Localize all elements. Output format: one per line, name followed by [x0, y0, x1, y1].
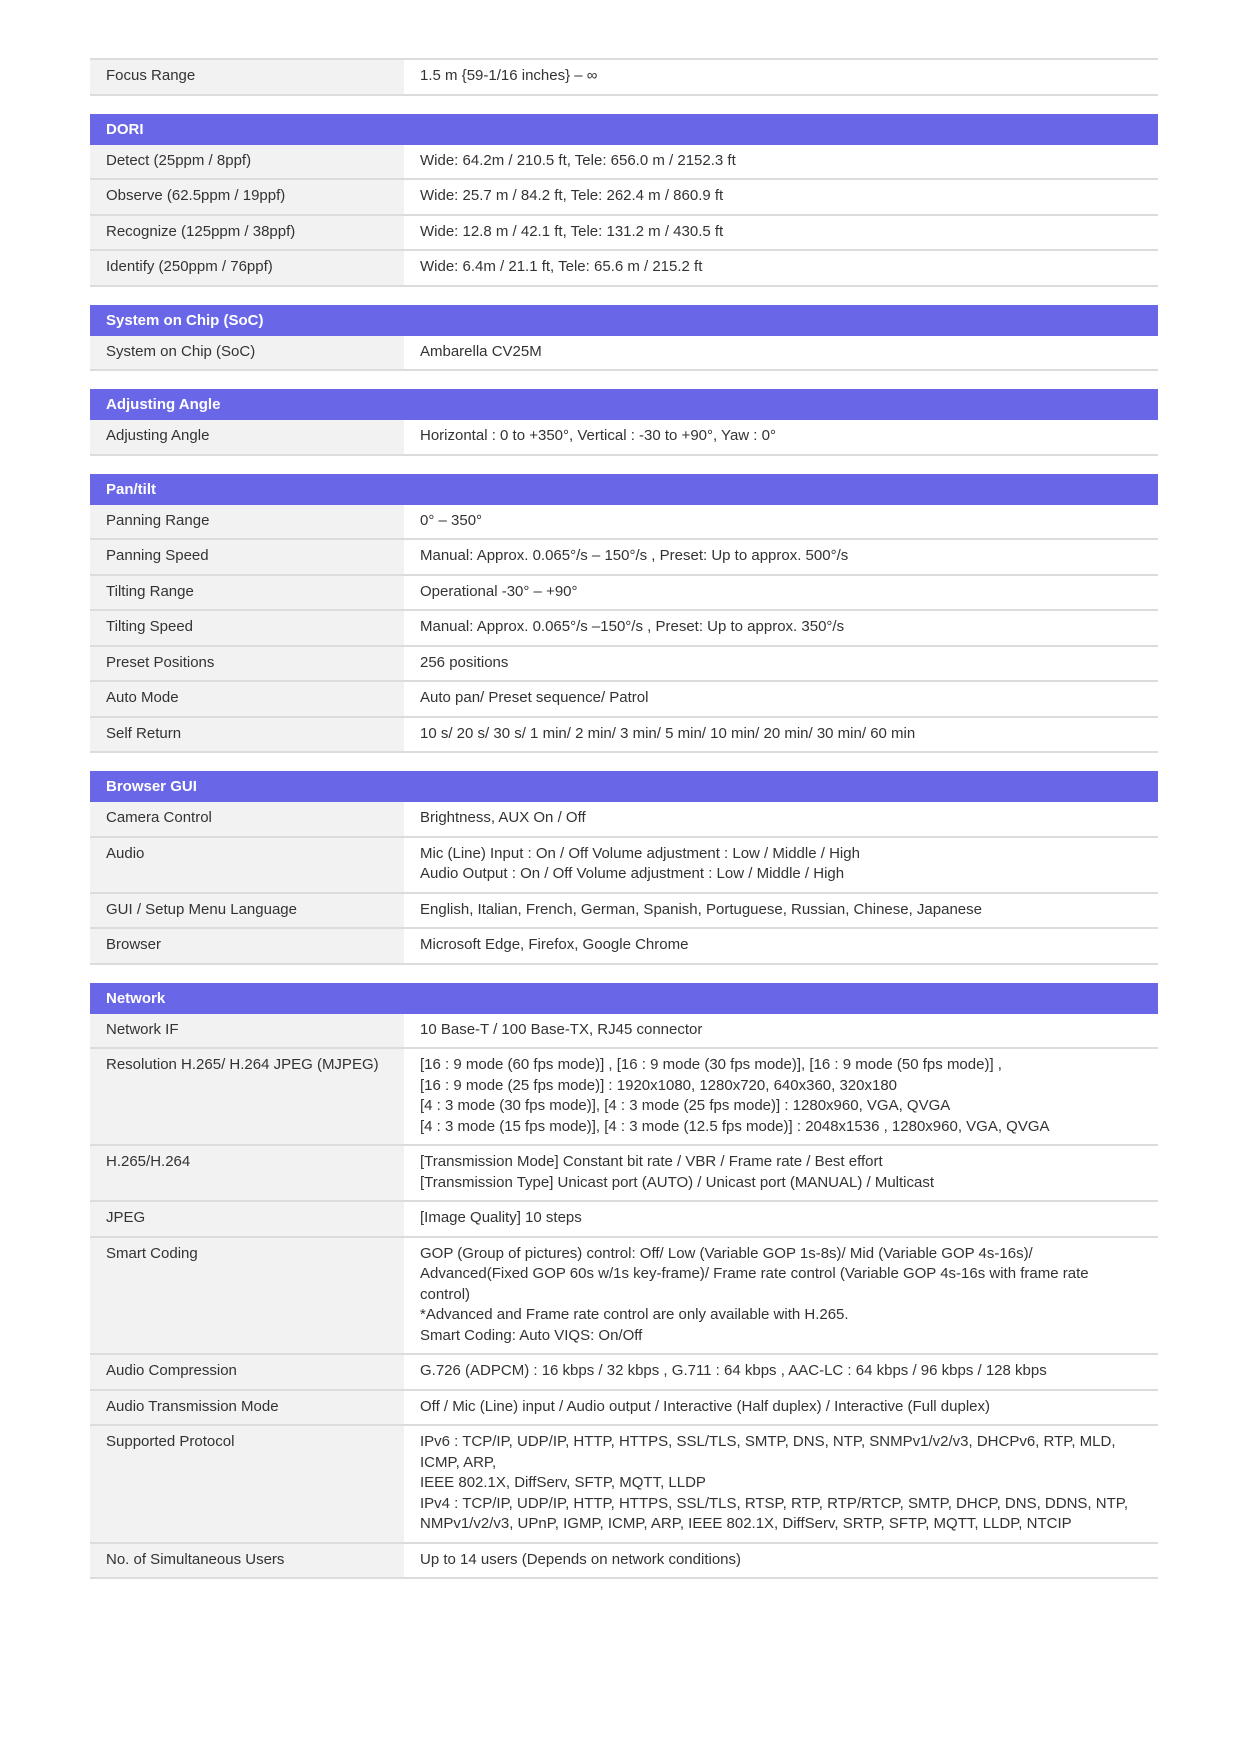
spec-value: Wide: 12.8 m / 42.1 ft, Tele: 131.2 m / 430.5 ft [420, 222, 724, 240]
spec-label: Resolution H.265/ H.264 JPEG (MJPEG) [90, 1049, 404, 1144]
spec-row [90, 336, 1158, 372]
section-header: DORI [90, 114, 1158, 145]
section-header: Network [90, 983, 1158, 1014]
spec-section [90, 771, 1158, 965]
spec-row [90, 682, 1158, 718]
spec-section [90, 474, 1158, 754]
spec-row [90, 894, 1158, 930]
spec-row [90, 1426, 1158, 1544]
section-header: Adjusting Angle [90, 389, 1158, 420]
spec-section [90, 58, 1158, 96]
spec-value: [16 : 9 mode (60 fps mode)] , [16 : 9 mode (30 fps mode)], [16 : 9 mode (50 fps mode)] , [16 : 9 mode (25 fps mode)] : 1920x1080, 1280x720, 640x360, 320x180 [4 : 3 mode (30 fps mode)], [4 : 3 mode (25 fps mode)] : 1280x960, VGA, QVGA [4 : 3 mode (15 fps mode)], [4 : 3 mode (12.5 fps mode)] : 2048x1536 , 1280x960, VGA, QVGA [420, 1056, 1050, 1135]
spec-label: Smart Coding [90, 1238, 404, 1354]
spec-value: English, Italian, French, German, Spanish, Portuguese, Russian, Chinese, Japanese [420, 900, 982, 918]
spec-row [90, 216, 1158, 252]
spec-label: Audio Transmission Mode [90, 1391, 404, 1425]
spec-row [90, 611, 1158, 647]
spec-value: 10 Base-T / 100 Base-TX, RJ45 connector [420, 1020, 703, 1038]
spec-label: Tilting Speed [90, 611, 404, 645]
spec-row [90, 1146, 1158, 1202]
spec-row [90, 1355, 1158, 1391]
spec-row [90, 1238, 1158, 1356]
spec-label: Supported Protocol [90, 1426, 404, 1542]
spec-row [90, 929, 1158, 965]
spec-label: Identify (250ppm / 76ppf) [90, 251, 404, 285]
spec-label: Preset Positions [90, 647, 404, 681]
spec-row [90, 1049, 1158, 1146]
spec-row [90, 576, 1158, 612]
spec-value: GOP (Group of pictures) control: Off/ Low (Variable GOP 1s-8s)/ Mid (Variable GOP 4s-16s)/ Advanced(Fixed GOP 60s w/1s key-frame)/ Frame rate control (Variable GOP 4s-16s with frame rate control) *Advanced and Frame rate control are only available with H.265. Smart Coding: Auto VIQS: On/Off [420, 1244, 1089, 1344]
spec-value: Wide: 25.7 m / 84.2 ft, Tele: 262.4 m / 860.9 ft [420, 187, 724, 204]
spec-value: Manual: Approx. 0.065°/s – 150°/s , Preset: Up to approx. 500°/s [420, 547, 849, 564]
spec-label: Network IF [90, 1014, 404, 1048]
section-header: Browser GUI [90, 771, 1158, 802]
spec-label: System on Chip (SoC) [90, 336, 404, 370]
spec-section [90, 305, 1158, 372]
spec-row [90, 1202, 1158, 1238]
spec-value: Operational -30° – +90° [420, 582, 578, 600]
spec-row [90, 420, 1158, 456]
spec-row [90, 838, 1158, 894]
spec-label: Panning Range [90, 505, 404, 539]
spec-value: 0° – 350° [420, 511, 483, 529]
spec-label: Panning Speed [90, 540, 404, 574]
spec-sheet [90, 58, 1158, 1597]
spec-value: Off / Mic (Line) input / Audio output / Interactive (Half duplex) / Interactive (Full duplex) [420, 1397, 990, 1415]
spec-label: JPEG [90, 1202, 404, 1236]
spec-section [90, 114, 1158, 287]
spec-value: G.726 (ADPCM) : 16 kbps / 32 kbps , G.711 : 64 kbps , AAC-LC : 64 kbps / 96 kbps / 128 kbps [420, 1362, 1047, 1379]
spec-label: Adjusting Angle [90, 420, 404, 454]
spec-value: Mic (Line) Input : On / Off Volume adjustment : Low / Middle / High Audio Output : On / Off Volume adjustment : Low / Middle / High [420, 844, 860, 882]
spec-section [90, 389, 1158, 456]
spec-row [90, 1544, 1158, 1580]
spec-section [90, 983, 1158, 1580]
spec-value: 256 positions [420, 653, 509, 671]
spec-label: H.265/H.264 [90, 1146, 404, 1200]
section-header: Pan/tilt [90, 474, 1158, 505]
spec-label: Focus Range [90, 60, 404, 94]
spec-label: Observe (62.5ppm / 19ppf) [90, 180, 404, 214]
spec-value: [Image Quality] 10 steps [420, 1209, 582, 1226]
spec-value: Ambarella CV25M [420, 342, 542, 360]
spec-label: No. of Simultaneous Users [90, 1544, 404, 1578]
spec-label: Browser [90, 929, 404, 963]
spec-value: Wide: 6.4m / 21.1 ft, Tele: 65.6 m / 215.2 ft [420, 258, 703, 275]
spec-row [90, 60, 1158, 96]
spec-value: Horizontal : 0 to +350°, Vertical : -30 to +90°, Yaw : 0° [420, 427, 776, 444]
spec-value: Manual: Approx. 0.065°/s –150°/s , Preset: Up to approx. 350°/s [420, 618, 845, 635]
spec-row [90, 1391, 1158, 1427]
spec-row [90, 802, 1158, 838]
spec-value: [Transmission Mode] Constant bit rate / VBR / Frame rate / Best effort [Transmission Type] Unicast port (AUTO) / Unicast port (MANUAL) / Multicast [420, 1153, 935, 1191]
spec-value: Wide: 64.2m / 210.5 ft, Tele: 656.0 m / 2152.3 ft [420, 151, 736, 169]
spec-row [90, 1014, 1158, 1050]
spec-label: Recognize (125ppm / 38ppf) [90, 216, 404, 250]
spec-value: Microsoft Edge, Firefox, Google Chrome [420, 936, 689, 953]
spec-label: Auto Mode [90, 682, 404, 716]
spec-value: 1.5 m {59-1/16 inches} – ∞ [420, 67, 598, 84]
spec-value: 10 s/ 20 s/ 30 s/ 1 min/ 2 min/ 3 min/ 5 min/ 10 min/ 20 min/ 30 min/ 60 min [420, 724, 916, 742]
spec-label: Audio Compression [90, 1355, 404, 1389]
spec-row [90, 718, 1158, 754]
spec-label: Tilting Range [90, 576, 404, 610]
spec-row [90, 505, 1158, 541]
spec-row [90, 180, 1158, 216]
spec-value: Up to 14 users (Depends on network conditions) [420, 1550, 742, 1568]
spec-value: IPv6 : TCP/IP, UDP/IP, HTTP, HTTPS, SSL/TLS, SMTP, DNS, NTP, SNMPv1/v2/v3, DHCPv6, RTP, MLD, ICMP, ARP, IEEE 802.1X, DiffServ, SFTP, MQTT, LLDP IPv4 : TCP/IP, UDP/IP, HTTP, HTTPS, SSL/TLS, RTSP, RTP, RTP/RTCP, SMTP, DHCP, DNS, DDNS, NTP, NMPv1/v2/v3, UPnP, IGMP, ICMP, ARP, IEEE 802.1X, DiffServ, SRTP, SFTP, MQTT, LLDP, NTCIP [420, 1433, 1129, 1532]
spec-label: Self Return [90, 718, 404, 752]
spec-value: Brightness, AUX On / Off [420, 809, 586, 826]
spec-label: GUI / Setup Menu Language [90, 894, 404, 928]
spec-value: Auto pan/ Preset sequence/ Patrol [420, 689, 649, 706]
spec-row [90, 145, 1158, 181]
section-header: System on Chip (SoC) [90, 305, 1158, 336]
spec-row [90, 251, 1158, 287]
spec-row [90, 540, 1158, 576]
spec-label: Camera Control [90, 802, 404, 836]
spec-label: Audio [90, 838, 404, 892]
spec-label: Detect (25ppm / 8ppf) [90, 145, 404, 179]
spec-row [90, 647, 1158, 683]
